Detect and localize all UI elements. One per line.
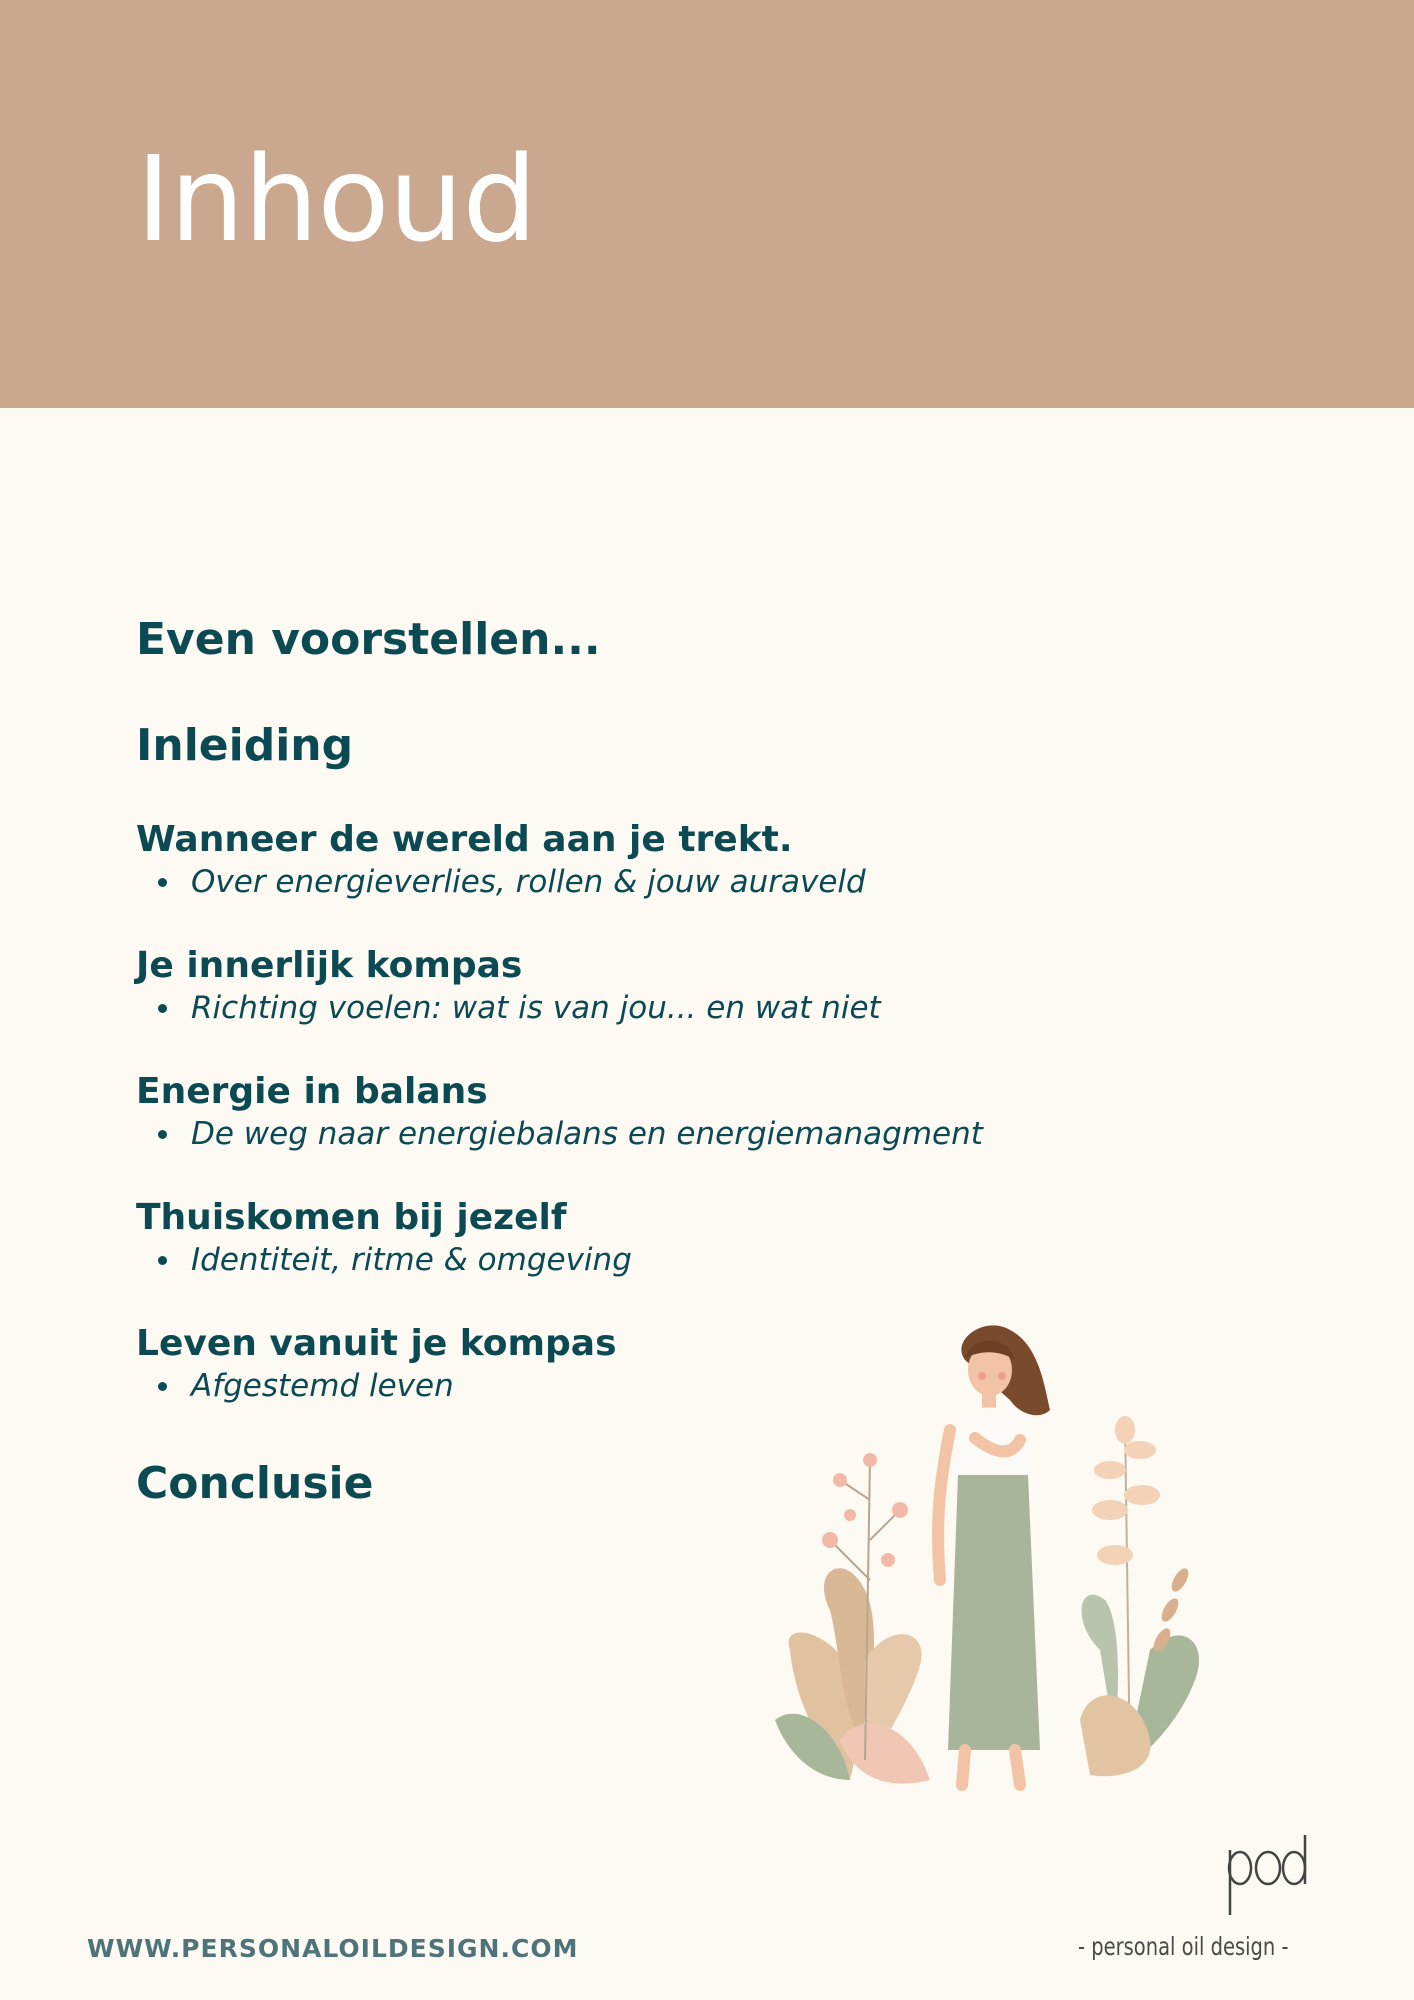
toc-chapter-4[interactable]: Thuiskomen bij jezelf [136, 1197, 567, 1238]
toc-chapter-1[interactable]: Wanneer de wereld aan je trekt. [136, 819, 793, 860]
toc-subitem-3: De weg naar energiebalans en energiemanagment [158, 1114, 1136, 1154]
toc-subitem-1: Over energieverlies, rollen & jouw auraveld [158, 862, 1136, 902]
toc-chapter-2[interactable]: Je innerlijk kompas [136, 945, 523, 986]
page-title: Inhoud [136, 130, 537, 268]
bullet-icon [158, 1004, 167, 1013]
toc-subitem-5: Afgestemd leven [158, 1366, 1136, 1406]
woman-with-plants-illustration [770, 1320, 1220, 1810]
toc-subitem-4: Identiteit, ritme & omgeving [158, 1240, 1136, 1280]
toc-item-even-voorstellen[interactable]: Even voorstellen... [136, 614, 601, 665]
toc-item-conclusie[interactable]: Conclusie [136, 1458, 374, 1509]
pod-logo-icon [1218, 1830, 1318, 1920]
header-banner [0, 0, 1414, 408]
website-link[interactable]: WWW.PERSONALOILDESIGN.COM [87, 1934, 579, 1963]
toc-subitem-2: Richting voelen: wat is van jou... en wat niet [158, 988, 1136, 1028]
toc-chapter-3[interactable]: Energie in balans [136, 1071, 488, 1112]
bullet-icon [158, 1256, 167, 1265]
toc-item-inleiding[interactable]: Inleiding [136, 720, 354, 771]
bullet-icon [158, 1130, 167, 1139]
bullet-icon [158, 878, 167, 887]
bullet-icon [158, 1382, 167, 1391]
toc-chapter-5[interactable]: Leven vanuit je kompas [136, 1323, 617, 1364]
logo-tagline: - personal oil design - [1078, 1932, 1289, 1961]
